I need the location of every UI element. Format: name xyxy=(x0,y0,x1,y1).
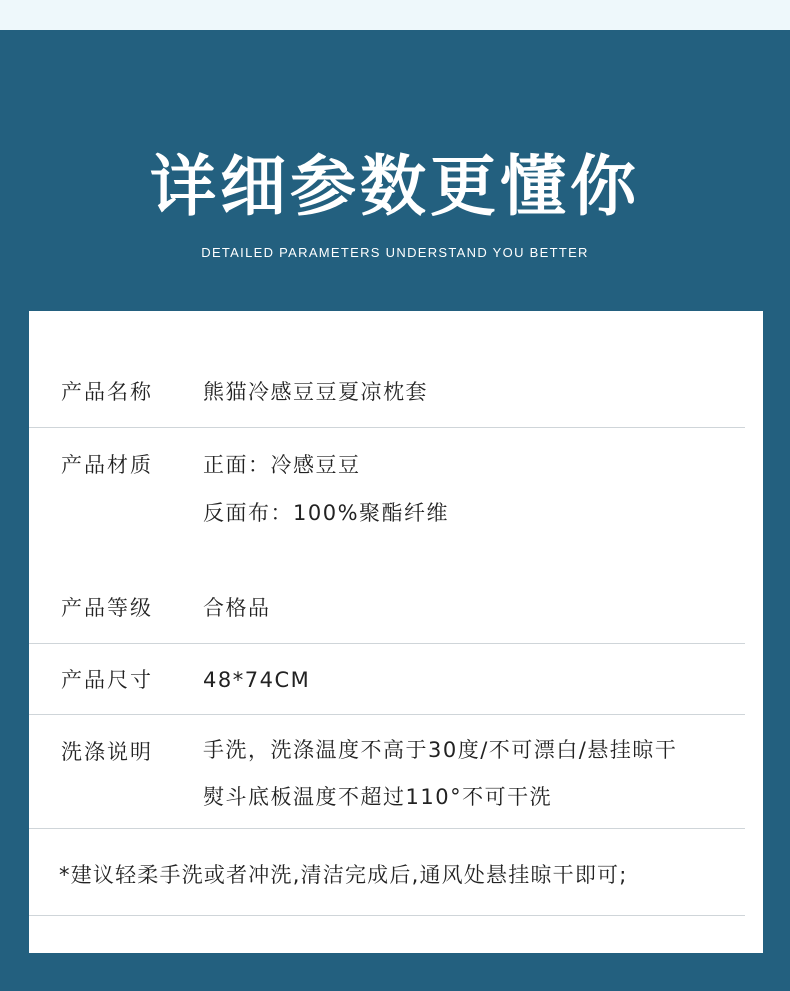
param-label-wash: 洗涤说明 xyxy=(61,740,153,764)
param-value-name: 熊猫冷感豆豆夏凉枕套 xyxy=(203,380,428,404)
top-strip xyxy=(0,0,790,30)
page-title: 详细参数更懂你 xyxy=(150,148,640,225)
param-row-name xyxy=(29,311,745,428)
param-value-material-back: 反面布：100%聚酯纤维 xyxy=(203,501,450,525)
care-note: *建议轻柔手洗或者冲洗,清洁完成后,通风处悬挂晾干即可; xyxy=(59,863,628,887)
param-value-wash-line1: 手洗，洗涤温度不高于30度/不可漂白/悬挂晾干 xyxy=(203,738,678,762)
param-label-size: 产品尺寸 xyxy=(61,668,153,692)
param-value-wash-line2: 熨斗底板温度不超过110°不可干洗 xyxy=(203,785,553,809)
param-label-material: 产品材质 xyxy=(61,453,153,477)
param-value-material-front: 正面：冷感豆豆 xyxy=(203,453,361,477)
param-label-name: 产品名称 xyxy=(61,380,153,404)
page-subtitle: DETAILED PARAMETERS UNDERSTAND YOU BETTER xyxy=(201,245,589,260)
param-row-material-grade xyxy=(29,428,745,644)
param-row-wash xyxy=(29,715,745,829)
parameters-card xyxy=(29,311,763,953)
note-row xyxy=(29,829,745,916)
param-value-grade: 合格品 xyxy=(203,596,271,620)
param-label-grade: 产品等级 xyxy=(61,596,153,620)
param-value-size: 48*74CM xyxy=(203,668,311,692)
param-row-size xyxy=(29,644,745,715)
